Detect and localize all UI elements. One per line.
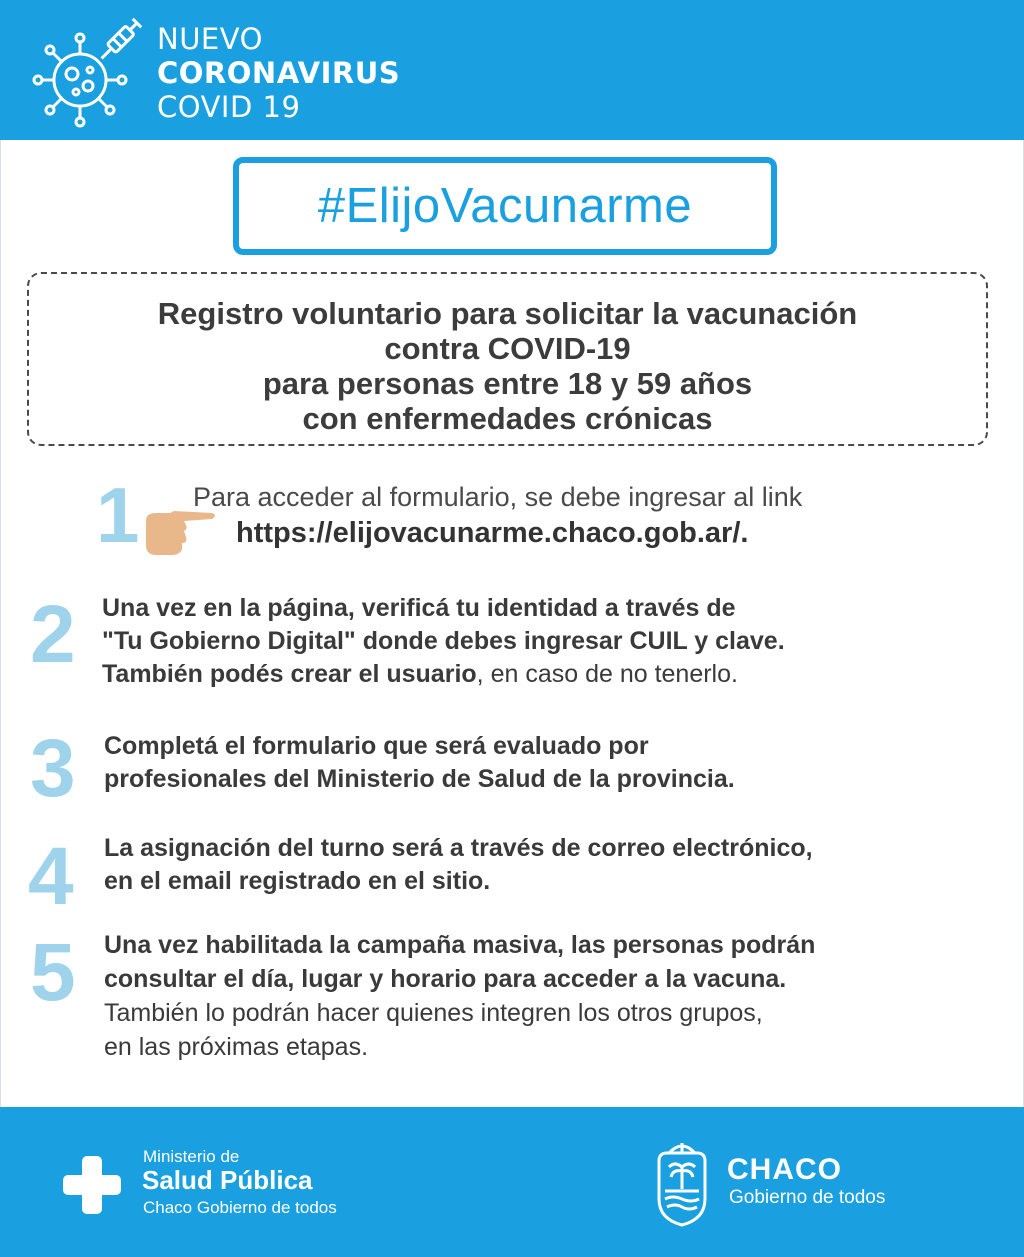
chaco-title: CHACO — [727, 1153, 842, 1186]
ministry-name: Salud Pública — [142, 1165, 313, 1195]
step-4-text — [104, 832, 813, 898]
registration-info-box — [27, 272, 988, 446]
step-number: 2 — [30, 589, 76, 680]
step-5-line-3: También lo podrán hacer quienes integren los otros grupos, — [104, 999, 763, 1027]
footer-banner — [0, 1107, 1024, 1257]
step-5-line-4: en las próximas etapas. — [104, 1033, 369, 1061]
step-3-line-2: profesionales del Ministerio de Salud de la provincia. — [104, 765, 735, 793]
hashtag-box — [233, 157, 777, 255]
step-2-line-1: Una vez en la página, verificá tu identidad a través de — [102, 594, 736, 622]
step-number: 5 — [30, 927, 76, 1018]
step-2-line-3-bold: También podés crear el usuario — [102, 660, 477, 688]
step-2-text — [102, 592, 785, 691]
step-5-text — [104, 928, 815, 1064]
ministry-label: Ministerio de — [143, 1147, 240, 1166]
step-2-line-3-normal: , en caso de no tenerlo. — [476, 660, 738, 688]
step-5-line-1: Una vez habilitada la campaña masiva, las personas podrán — [104, 931, 816, 959]
step-number: 3 — [30, 723, 76, 814]
step-number: 4 — [28, 831, 74, 922]
step-4-line-2: en el email registrado en el sitio. — [104, 867, 491, 895]
step-2-line-3 — [102, 658, 785, 691]
step-1-instruction: Para acceder al formulario, se debe ingresar al link — [193, 482, 803, 512]
chaco-shield-icon — [651, 1139, 713, 1227]
step-number: 1 — [96, 471, 140, 559]
chaco-tagline: Gobierno de todos — [729, 1187, 886, 1208]
step-3-line-1: Completá el formulario que será evaluado por — [104, 732, 649, 760]
info-line-4: con enfermedades crónicas — [302, 401, 713, 436]
info-line-1: Registro voluntario para solicitar la vacunación — [157, 296, 858, 331]
virus-syringe-icon — [28, 14, 148, 129]
header-line-covid: COVID 19 — [157, 90, 301, 124]
hashtag-text: #ElijoVacunarme — [317, 179, 693, 233]
info-line-2: contra COVID-19 — [384, 331, 631, 366]
step-3-text — [104, 730, 735, 796]
step-5-line-2: consultar el día, lugar y horario para acceder a la vacuna. — [104, 965, 787, 993]
header-line-coronavirus: CORONAVIRUS — [157, 56, 401, 90]
header-banner — [0, 0, 1024, 140]
ministry-tagline: Chaco Gobierno de todos — [143, 1198, 337, 1217]
info-line-3: para personas entre 18 y 59 años — [262, 366, 753, 401]
header-title — [157, 22, 400, 124]
step-4-line-1: La asignación del turno será a través de correo electrónico, — [104, 834, 813, 862]
step-1-link[interactable]: https://elijovacunarme.chaco.gob.ar/. — [236, 517, 749, 549]
plus-cross-icon — [63, 1156, 121, 1214]
header-line-nuevo: NUEVO — [157, 22, 263, 56]
step-2-line-2: "Tu Gobierno Digital" donde debes ingresar CUIL y clave. — [102, 627, 785, 655]
